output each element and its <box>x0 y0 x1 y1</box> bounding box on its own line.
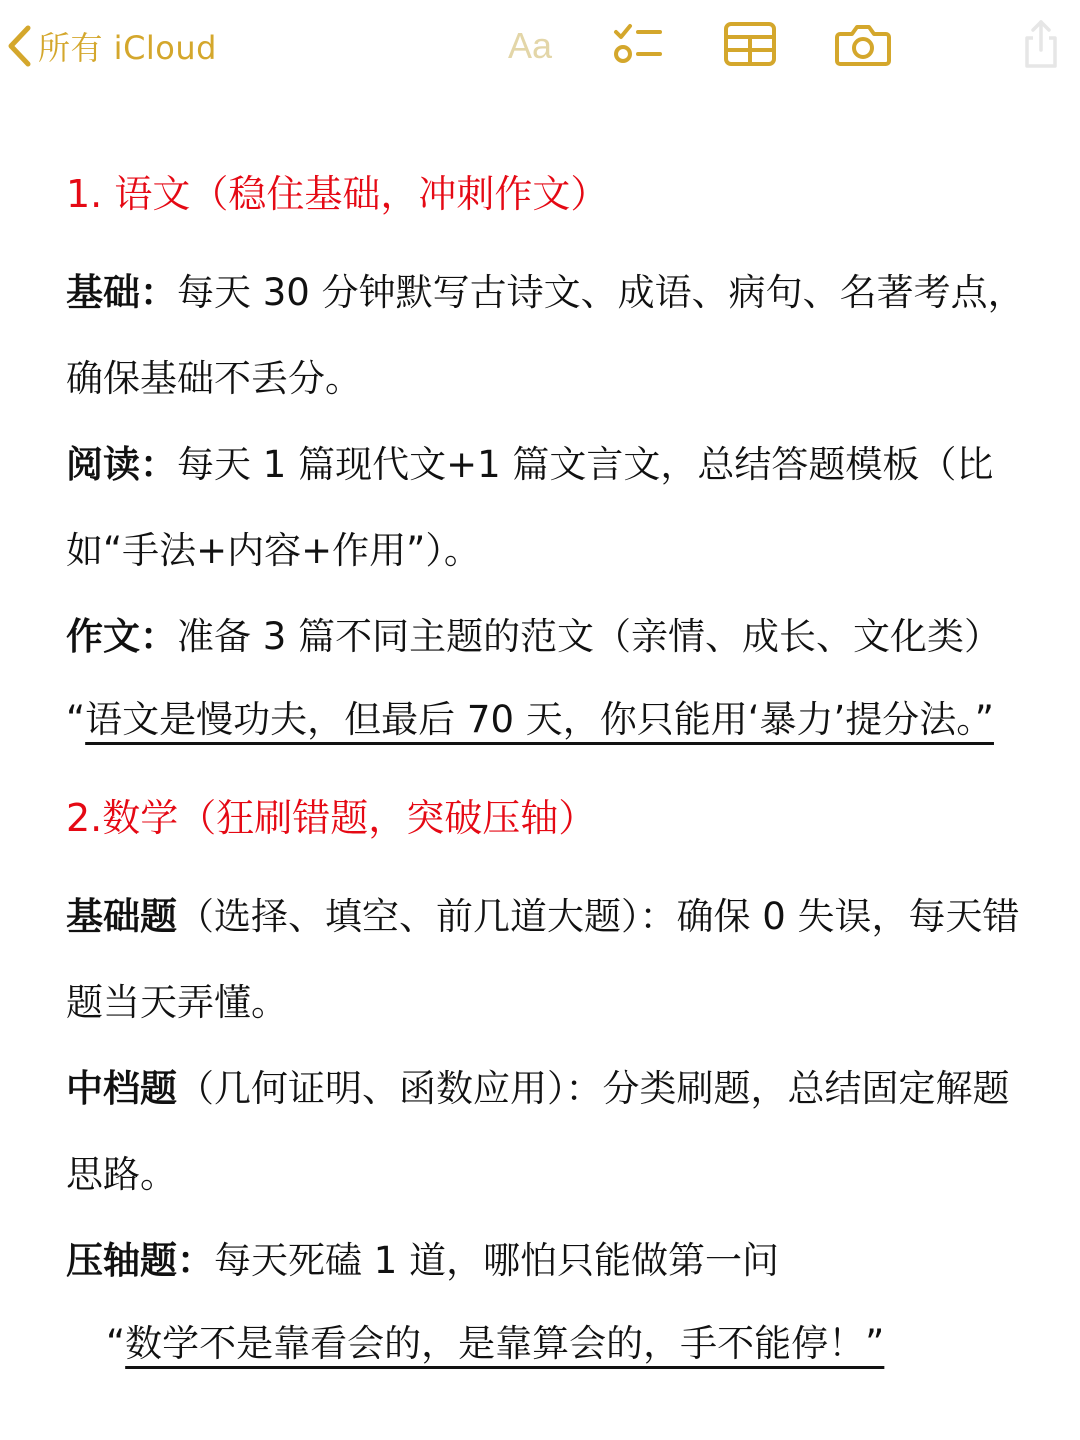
list-item <box>66 1046 1026 1218</box>
list-item <box>66 1218 1026 1304</box>
notes-toolbar <box>0 0 1080 100</box>
back-button-label: 所有 iCloud <box>38 29 217 67</box>
item-label: 作文： <box>66 615 177 658</box>
item-text: （几何证明、函数应用）：分类刷题，总结固定解题思路。 <box>66 1067 1010 1196</box>
share-button[interactable] <box>1016 20 1066 72</box>
item-label: 基础： <box>66 271 177 314</box>
back-button[interactable] <box>6 22 217 70</box>
list-item <box>66 422 1026 594</box>
chevron-left-icon <box>6 24 32 68</box>
checklist-button[interactable] <box>608 20 668 72</box>
section-chinese <box>66 164 1026 760</box>
camera-icon <box>834 20 892 72</box>
item-text: 每天 30 分钟默写古诗文、成语、病句、名著考点，确保基础不丢分。 <box>66 271 1025 400</box>
list-item <box>66 874 1026 1046</box>
section-math <box>66 788 1026 1384</box>
note-body[interactable] <box>66 164 1026 1384</box>
section-heading: 2.数学（狂刷错题，突破压轴） <box>66 796 597 840</box>
table-button[interactable] <box>720 20 780 72</box>
quote-text: 语文是慢功夫，但最后 70 天，你只能用‘暴力’提分法。” <box>85 698 994 741</box>
quote-text: 数学不是靠看会的，是靠算会的，手不能停！” <box>125 1322 885 1365</box>
camera-button[interactable] <box>832 20 894 72</box>
item-text: 每天 1 篇现代文+1 篇文言文，总结答题模板（比如“手法+内容+作用”）。 <box>66 443 994 572</box>
format-label: Aa <box>507 25 553 66</box>
share-icon <box>1021 18 1061 74</box>
quote-open-mark: “ <box>66 698 86 741</box>
table-icon <box>723 21 777 71</box>
item-label: 中档题 <box>66 1067 177 1110</box>
list-item <box>66 250 1026 422</box>
item-label: 阅读： <box>66 443 177 486</box>
quote <box>66 680 1026 760</box>
item-text: 准备 3 篇不同主题的范文（亲情、成长、文化类） <box>177 615 1002 658</box>
item-text: （选择、填空、前几道大题）：确保 0 失误，每天错题当天弄懂。 <box>66 895 1020 1024</box>
item-text: 每天死磕 1 道，哪怕只能做第一问 <box>214 1239 780 1282</box>
item-label: 压轴题： <box>66 1239 214 1282</box>
format-button[interactable] <box>500 20 560 72</box>
checklist-icon <box>612 20 664 72</box>
quote <box>66 1304 1026 1384</box>
quote-open-mark: “ <box>106 1322 126 1365</box>
item-label: 基础题 <box>66 895 177 938</box>
section-heading: 1. 语文（稳住基础，冲刺作文） <box>66 172 609 216</box>
list-item <box>66 594 1026 680</box>
